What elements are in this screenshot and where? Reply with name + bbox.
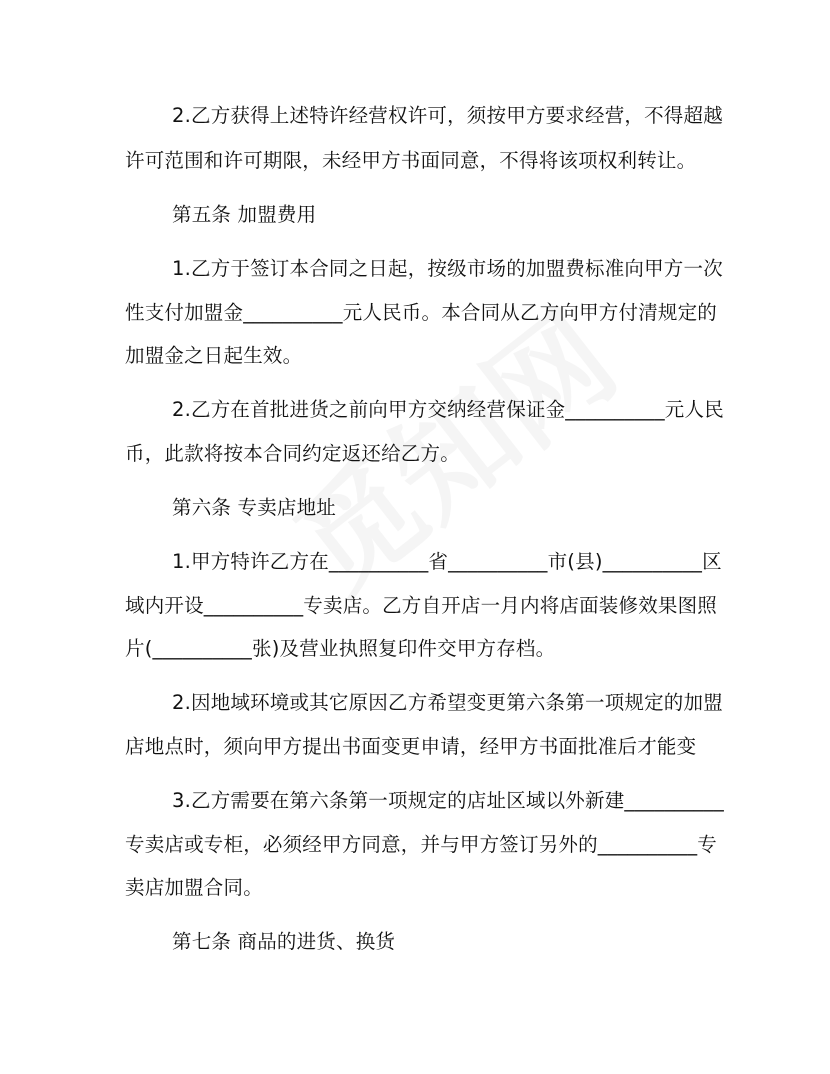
section-heading: 第五条 加盟费用 — [172, 203, 317, 226]
paragraph-line: 币，此款将按本合同约定返还给乙方。 — [125, 442, 460, 465]
section-heading: 第七条 商品的进货、换货 — [172, 930, 396, 953]
paragraph-line: 2.乙方获得上述特许经营权许可，须按甲方要求经营，不得超越 — [172, 104, 723, 127]
section-heading: 第六条 专卖店地址 — [172, 496, 336, 519]
paragraph-line: 许可范围和许可期限，未经甲方书面同意，不得将该项权利转让。 — [125, 149, 697, 172]
paragraph-line: 2.因地域环境或其它原因乙方希望变更第六条第一项规定的加盟 — [172, 691, 723, 714]
paragraph-line: 3.乙方需要在第六条第一项规定的店址区域以外新建__________ — [172, 789, 724, 812]
paragraph-line: 卖店加盟合同。 — [125, 876, 263, 899]
paragraph-line: 性支付加盟金__________元人民币。本合同从乙方向甲方付清规定的 — [125, 301, 718, 324]
paragraph-line: 2.乙方在首批进货之前向甲方交纳经营保证金__________元人民 — [172, 398, 724, 421]
paragraph-line: 1.乙方于签订本合同之日起，按级市场的加盟费标准向甲方一次 — [172, 257, 723, 280]
paragraph-line: 片(__________张)及营业执照复印件交甲方存档。 — [125, 637, 556, 660]
paragraph-line: 加盟金之日起生效。 — [125, 344, 303, 367]
paragraph-line: 1.甲方特许乙方在__________省__________市(县)__________区 — [172, 550, 722, 573]
paragraph-line: 域内开设__________专卖店。乙方自开店一月内将店面装修效果图照 — [125, 594, 718, 617]
paragraph-line: 店地点时，须向甲方提出书面变更申请，经甲方书面批准后才能变 — [125, 735, 697, 758]
paragraph-line: 专卖店或专柜，必须经甲方同意，并与甲方签订另外的__________专 — [125, 833, 718, 856]
